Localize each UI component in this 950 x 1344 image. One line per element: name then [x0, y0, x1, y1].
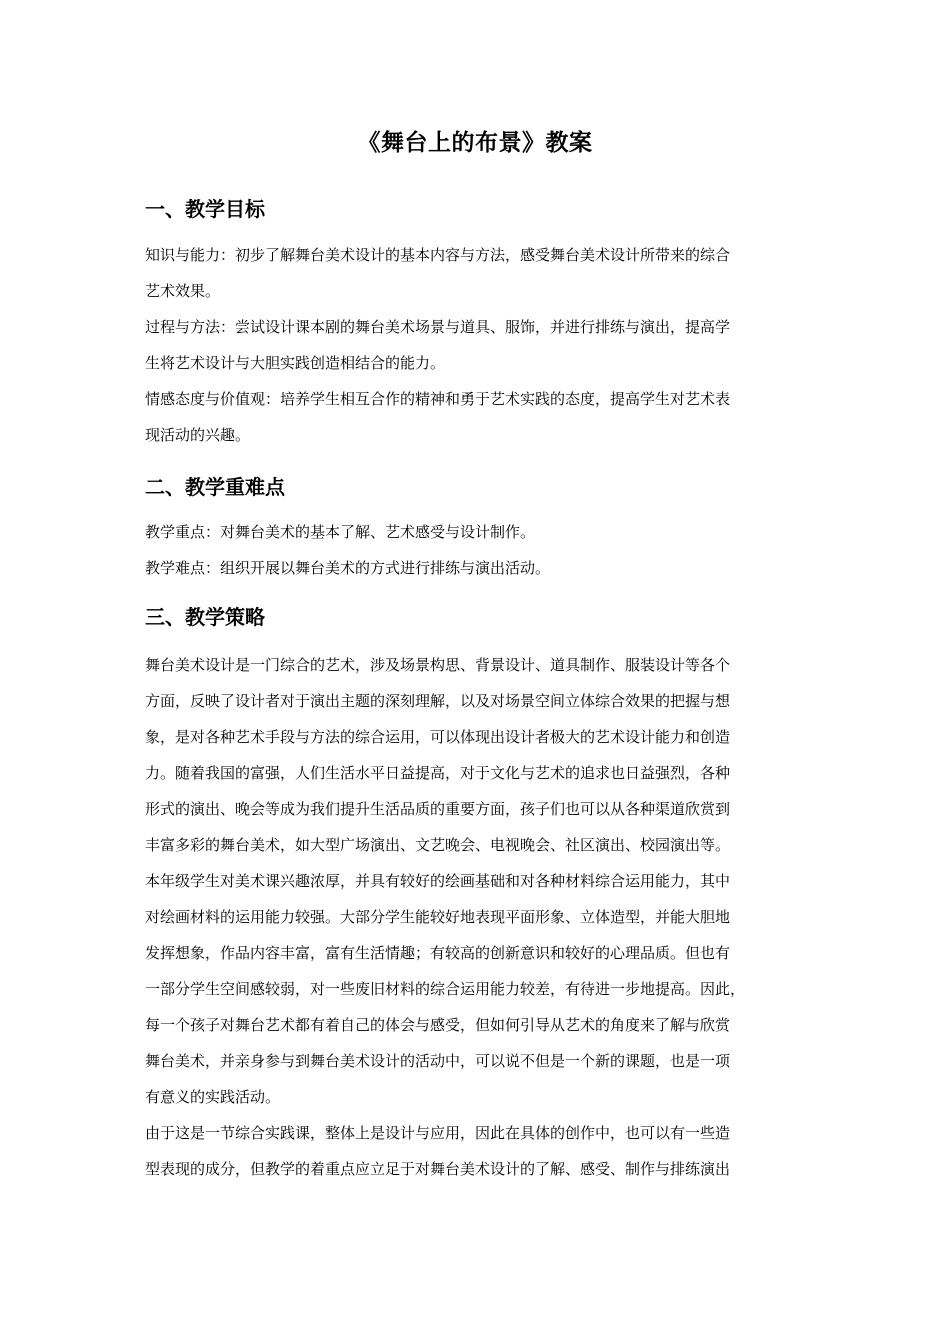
text-line: 一部分学生空间感较弱，对一些废旧材料的综合运用能力较差，有待进一步地提高。因此， — [145, 980, 746, 998]
text-line: 丰富多彩的舞台美术，如大型广场演出、文艺晚会、电视晚会、社区演出、校园演出等。 — [145, 836, 731, 854]
paragraph-difficult-point — [145, 550, 807, 586]
text-line: 形式的演出、晚会等成为我们提升生活品质的重要方面，孩子们也可以从各种渠道欣赏到 — [145, 800, 731, 818]
text-line: 每一个孩子对舞台艺术都有着自己的体会与感受，但如何引导从艺术的角度来了解与欣赏 — [145, 1016, 731, 1034]
section-heading-objectives: 一、教学目标 — [145, 197, 265, 221]
document-title: 《舞台上的布景》教案 — [357, 130, 593, 156]
text-line: 教学难点：组织开展以舞台美术的方式进行排练与演出活动。 — [145, 559, 551, 577]
text-line: 方面，反映了设计者对于演出主题的深刻理解，以及对场景空间立体综合效果的把握与想 — [145, 692, 731, 710]
text-line: 生将艺术设计与大胆实践创造相结合的能力。 — [145, 354, 446, 372]
text-line: 舞台美术设计是一门综合的艺术，涉及场景构思、背景设计、道具制作、服装设计等各个 — [145, 656, 731, 674]
paragraph-strategy-intro — [145, 647, 807, 863]
text-line: 有意义的实践活动。 — [145, 1088, 281, 1106]
paragraph-key-point — [145, 514, 807, 550]
paragraph-student-analysis — [145, 863, 807, 1115]
paragraph-process-method — [145, 309, 807, 381]
text-line: 本年级学生对美术课兴趣浓厚，并具有较好的绘画基础和对各种材料综合运用能力，其中 — [145, 872, 731, 890]
section-heading-key-points: 二、教学重难点 — [145, 475, 285, 499]
paragraph-lesson-nature — [145, 1115, 807, 1187]
text-line: 象，是对各种艺术手段与方法的综合运用，可以体现出设计者极大的艺术设计能力和创造 — [145, 728, 731, 746]
text-line: 知识与能力：初步了解舞台美术设计的基本内容与方法，感受舞台美术设计所带来的综合 — [145, 246, 731, 264]
text-line: 发挥想象，作品内容丰富，富有生活情趣；有较高的创新意识和较好的心理品质。但也有 — [145, 944, 731, 962]
text-line: 过程与方法：尝试设计课本剧的舞台美术场景与道具、服饰，并进行排练与演出，提高学 — [145, 318, 731, 336]
text-line: 力。随着我国的富强，人们生活水平日益提高，对于文化与艺术的追求也日益强烈，各种 — [145, 764, 731, 782]
text-line: 型表现的成分，但教学的着重点应立足于对舞台美术设计的了解、感受、制作与排练演出 — [145, 1160, 731, 1178]
text-line: 由于这是一节综合实践课，整体上是设计与应用，因此在具体的创作中，也可以有一些造 — [145, 1124, 731, 1142]
text-line: 现活动的兴趣。 — [145, 426, 251, 444]
paragraph-emotion-values — [145, 381, 807, 453]
text-line: 对绘画材料的运用能力较强。大部分学生能较好地表现平面形象、立体造型，并能大胆地 — [145, 908, 731, 926]
text-line: 舞台美术，并亲身参与到舞台美术设计的活动中，可以说不但是一个新的课题，也是一项 — [145, 1052, 731, 1070]
text-line: 情感态度与价值观：培养学生相互合作的精神和勇于艺术实践的态度，提高学生对艺术表 — [145, 390, 731, 408]
paragraph-knowledge-ability — [145, 237, 807, 309]
section-heading-strategy: 三、教学策略 — [145, 605, 265, 629]
text-line: 艺术效果。 — [145, 282, 221, 300]
text-line: 教学重点：对舞台美术的基本了解、艺术感受与设计制作。 — [145, 523, 536, 541]
